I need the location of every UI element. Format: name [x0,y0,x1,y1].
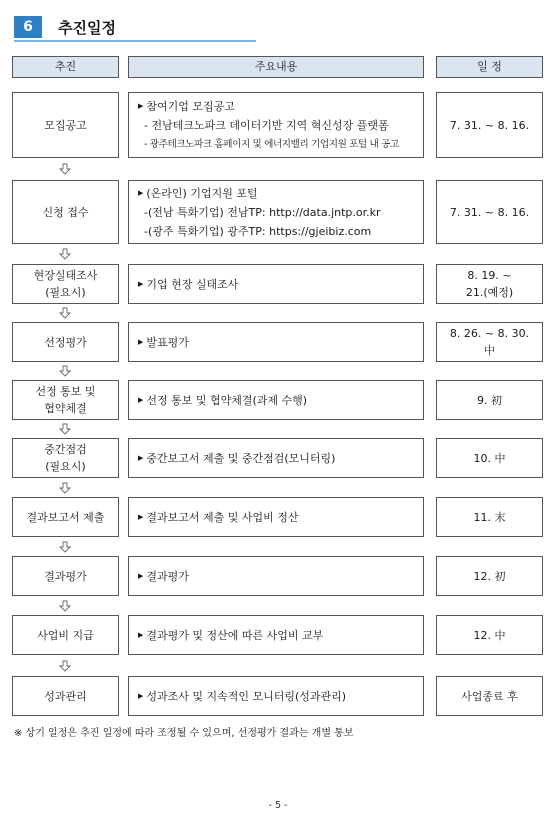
down-arrow-icon [59,600,71,612]
content-cell [128,676,424,716]
content-line [138,567,423,586]
header-schedule: 일 정 [436,56,543,78]
content-line [138,333,423,352]
content-line [138,275,423,294]
step-label: (필요시) [45,460,86,473]
step-cell [12,264,119,304]
content-text: 기업 현장 실태조사 [146,277,239,291]
schedule-cell [436,438,543,478]
schedule-label: 12. 初 [473,569,506,583]
down-arrow-icon [59,163,71,175]
section-title-text: 추진일정 [58,19,116,37]
schedule-label: 11. 末 [473,510,506,524]
step-label: 사업비 지급 [37,628,94,642]
schedule-cell [436,92,543,158]
schedule-label: 10. 中 [473,451,506,465]
step-label: 선정 통보 및 [35,385,96,398]
schedule-label: 9. 初 [477,393,502,407]
schedule-cell [436,556,543,596]
step-label: 결과보고서 제출 [26,510,105,524]
content-line [138,391,423,410]
schedule-label: 8. 19. ~ [467,269,512,282]
schedule-cell [436,264,543,304]
content-line [138,449,423,468]
schedule-cell [436,380,543,420]
content-line [138,687,423,706]
content-line [138,135,423,154]
schedule-label: 7. 31. ~ 8. 16. [449,205,530,219]
step-label: 신청 접수 [42,205,89,219]
step-cell [12,438,119,478]
schedule-cell [436,615,543,655]
down-arrow-icon [59,423,71,435]
schedule-label: 21.(예정) [465,286,514,299]
step-label: 중간점검 [44,443,87,456]
triangle-right-icon: ▶ [138,337,144,346]
content-line [138,222,423,241]
content-text: - 광주테크노파크 홈페이지 및 에너지밸리 기업지원 포털 내 공고 [144,138,399,150]
content-text: 중간보고서 제출 및 중간점검(모니터링) [146,451,336,465]
content-text: 참여기업 모집공고 [146,99,235,113]
content-text: - 전남테크노파크 데이터기반 지역 혁신성장 플랫폼 [144,118,389,132]
triangle-right-icon: ▶ [138,188,144,197]
triangle-right-icon: ▶ [138,630,144,639]
schedule-label: 7. 31. ~ 8. 16. [449,118,530,132]
schedule-label: 사업종료 후 [461,689,518,703]
triangle-right-icon: ▶ [138,691,144,700]
content-text: (온라인) 기업지원 포털 [146,186,258,200]
triangle-right-icon: ▶ [138,395,144,404]
content-cell [128,92,424,158]
triangle-right-icon: ▶ [138,512,144,521]
down-arrow-icon [59,482,71,494]
step-cell [12,92,119,158]
content-cell [128,264,424,304]
header-content: 주요내용 [128,56,424,78]
step-label: (필요시) [45,286,86,299]
section-number: 6 [14,16,42,38]
step-cell [12,556,119,596]
step-label: 결과평가 [44,569,87,583]
section-title [14,16,256,42]
step-label: 성과관리 [44,689,87,703]
content-cell [128,615,424,655]
content-text: -(전남 특화기업) 전남TP: http://data.jntp.or.kr [144,205,381,219]
content-text: 결과평가 [146,569,189,583]
content-text: 결과보고서 제출 및 사업비 정산 [146,510,299,524]
schedule-label: 12. 中 [473,628,506,642]
footnote: ※ 상기 일정은 추진 일정에 따라 조정될 수 있으며, 선정평가 결과는 개별 통보 [14,728,354,739]
triangle-right-icon: ▶ [138,453,144,462]
content-text: 결과평가 및 정산에 따른 사업비 교부 [146,628,324,642]
title-underline [14,40,256,42]
content-line [138,97,423,116]
schedule-label: 8. 26. ~ 8. 30. [449,327,530,340]
content-cell [128,438,424,478]
schedule-cell [436,676,543,716]
schedule-label: 中 [484,344,495,357]
triangle-right-icon: ▶ [138,571,144,580]
content-text: 성과조사 및 지속적인 모니터링(성과관리) [146,689,347,703]
step-cell [12,322,119,362]
down-arrow-icon [59,248,71,260]
content-cell [128,322,424,362]
down-arrow-icon [59,541,71,553]
content-text: 발표평가 [146,335,189,349]
step-label: 모집공고 [44,118,87,132]
down-arrow-icon [59,307,71,319]
content-text: 선정 통보 및 협약체결(과제 수행) [146,393,308,407]
triangle-right-icon: ▶ [138,101,144,110]
down-arrow-icon [59,365,71,377]
schedule-cell [436,497,543,537]
page-number: - 5 - [268,800,288,811]
step-label: 협약체결 [44,402,87,415]
step-cell [12,180,119,244]
header-step: 추진 [12,56,119,78]
content-line [138,626,423,645]
content-line [138,184,423,203]
step-label: 현장실태조사 [33,269,98,282]
content-cell [128,180,424,244]
triangle-right-icon: ▶ [138,279,144,288]
content-cell [128,497,424,537]
content-cell [128,556,424,596]
content-cell [128,380,424,420]
content-line [138,203,423,222]
content-line [138,116,423,135]
step-label: 선정평가 [44,335,87,349]
step-cell [12,615,119,655]
schedule-cell [436,322,543,362]
content-text: -(광주 특화기업) 광주TP: https://gjeibiz.com [144,224,372,238]
step-cell [12,380,119,420]
step-cell [12,676,119,716]
schedule-cell [436,180,543,244]
content-line [138,508,423,527]
down-arrow-icon [59,660,71,672]
step-cell [12,497,119,537]
